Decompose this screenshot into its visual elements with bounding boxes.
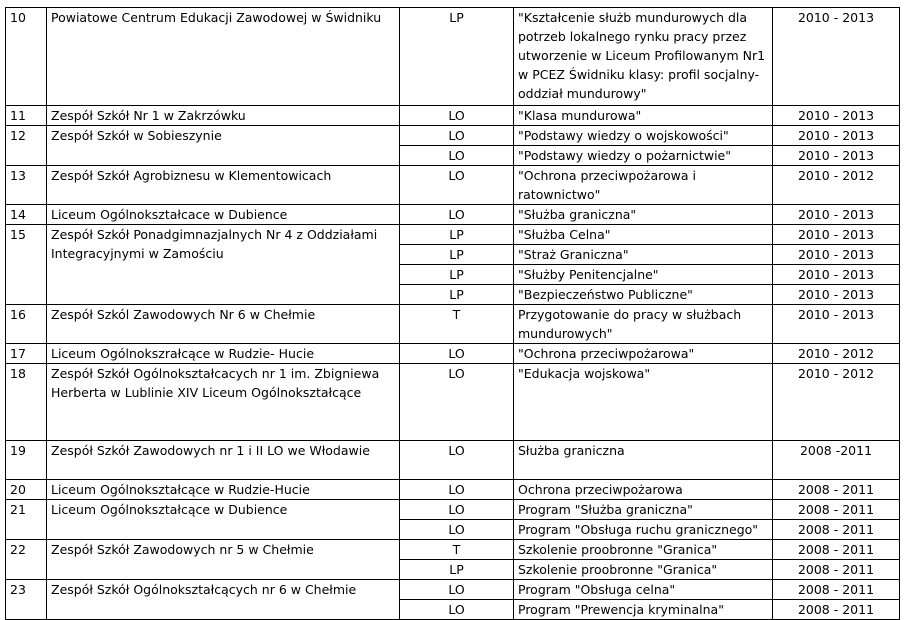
school-type: LO [400,166,514,205]
table-row [6,106,900,126]
school-type: LP [400,265,514,285]
row-number: 18 [6,364,47,441]
school-type: LP [400,225,514,245]
program-name: "Podstawy wiedzy o pożarnictwie" [514,146,773,166]
school-type: LO [400,600,514,620]
program-name: "Podstawy wiedzy o wojskowości" [514,126,773,146]
program-period: 2010 - 2013 [773,126,900,146]
program-name: Program "Obsługa ruchu granicznego" [514,520,773,540]
program-name: "Klasa mundurowa" [514,106,773,126]
program-period: 2010 - 2012 [773,166,900,205]
row-number: 17 [6,344,47,364]
school-name: Zespół Szkół w Sobieszynie [47,126,400,166]
program-name: Program "Służba graniczna" [514,500,773,520]
row-number: 13 [6,166,47,205]
row-number: 21 [6,500,47,540]
program-name: "Edukacja wojskowa" [514,364,773,441]
program-period: 2008 - 2011 [773,600,900,620]
school-name: Zespół Szkół Nr 1 w Zakrzówku [47,106,400,126]
school-type: LO [400,106,514,126]
school-name: Zespół Szkół Zawodowych nr 5 w Chełmie [47,540,400,580]
row-number: 16 [6,305,47,344]
school-type: LP [400,8,514,106]
program-period: 2008 - 2011 [773,480,900,500]
program-period: 2008 - 2011 [773,580,900,600]
row-number: 19 [6,441,47,480]
school-name: Zespół Szkół Ogólnokształcących nr 6 w Chełmie [47,580,400,620]
row-number: 15 [6,225,47,305]
program-name: Ochrona przeciwpożarowa [514,480,773,500]
program-period: 2008 -2011 [773,441,900,480]
table-row [6,225,900,245]
program-period: 2010 - 2013 [773,106,900,126]
program-period: 2010 - 2013 [773,146,900,166]
school-type: LO [400,364,514,441]
program-name: "Kształcenie służb mundurowych dla potrzeb lokalnego rynku pracy przez utworzenie w Liceum Profilowanym Nr1 w PCEZ Świdniku klasy: profil socjalny-oddział mundurowy" [514,8,773,106]
school-type: T [400,540,514,560]
school-name: Zespół Szkół Ogólnokształcacych nr 1 im. Zbigniewa Herberta w Lublinie XIV Liceum Ogólnokształcące [47,364,400,441]
table-row [6,8,900,106]
program-period: 2010 - 2013 [773,8,900,106]
school-name: Zespół Szkól Zawodowych Nr 6 w Chełmie [47,305,400,344]
school-type: LO [400,126,514,146]
program-name: "Straż Graniczna" [514,245,773,265]
program-name: "Służba graniczna" [514,205,773,225]
row-number: 11 [6,106,47,126]
table-row [6,580,900,600]
program-period: 2008 - 2011 [773,520,900,540]
program-period: 2010 - 2013 [773,205,900,225]
school-type: LP [400,560,514,580]
table-row [6,205,900,225]
school-type: LO [400,205,514,225]
school-type: LO [400,480,514,500]
program-name: "Służby Penitencjalne" [514,265,773,285]
row-number: 12 [6,126,47,166]
table-row [6,480,900,500]
program-name: "Służba Celna" [514,225,773,245]
program-name: Szkolenie proobronne "Granica" [514,560,773,580]
program-period: 2010 - 2012 [773,344,900,364]
school-name: Powiatowe Centrum Edukacji Zawodowej w Świdniku [47,8,400,106]
school-name: Liceum Ogólnokształcące w Rudzie-Hucie [47,480,400,500]
row-number: 23 [6,580,47,620]
school-type: T [400,305,514,344]
program-period: 2010 - 2013 [773,265,900,285]
row-number: 14 [6,205,47,225]
row-number: 20 [6,480,47,500]
row-number: 10 [6,8,47,106]
program-period: 2008 - 2011 [773,560,900,580]
school-type: LO [400,520,514,540]
program-period: 2010 - 2013 [773,285,900,305]
school-name: Liceum Ogólnokszrałcące w Rudzie- Hucie [47,344,400,364]
table-row [6,126,900,146]
table-row [6,166,900,205]
school-type: LO [400,441,514,480]
school-name: Liceum Ogólnokształcące w Dubience [47,500,400,540]
school-type: LO [400,344,514,364]
school-type: LP [400,285,514,305]
program-period: 2010 - 2013 [773,305,900,344]
program-name: Program "Prewencja kryminalna" [514,600,773,620]
program-name: "Ochrona przeciwpożarowa" [514,344,773,364]
table-row [6,500,900,520]
school-type: LO [400,580,514,600]
school-name: Liceum Ogólnokształcace w Dubience [47,205,400,225]
school-type: LO [400,146,514,166]
row-number: 22 [6,540,47,580]
table-row [6,364,900,441]
program-period: 2010 - 2012 [773,364,900,441]
program-name: "Ochrona przeciwpożarowa i ratownictwo" [514,166,773,205]
table-row [6,540,900,560]
school-name: Zespół Szkół Zawodowych nr 1 i II LO we Włodawie [47,441,400,480]
school-type: LO [400,500,514,520]
program-period: 2008 - 2011 [773,540,900,560]
program-name: Program "Obsługa celna" [514,580,773,600]
table-row [6,305,900,344]
program-period: 2008 - 2011 [773,500,900,520]
program-period: 2010 - 2013 [773,245,900,265]
school-name: Zespół Szkół Ponadgimnazjalnych Nr 4 z Oddziałami Integracyjnymi w Zamościu [47,225,400,305]
schools-programs-table [5,7,900,620]
program-name: "Bezpieczeństwo Publiczne" [514,285,773,305]
program-name: Służba graniczna [514,441,773,480]
program-name: Przygotowanie do pracy w służbach mundurowych" [514,305,773,344]
table-row [6,344,900,364]
program-name: Szkolenie proobronne "Granica" [514,540,773,560]
school-name: Zespół Szkół Agrobiznesu w Klementowicach [47,166,400,205]
program-period: 2010 - 2013 [773,225,900,245]
school-type: LP [400,245,514,265]
table-row [6,441,900,480]
